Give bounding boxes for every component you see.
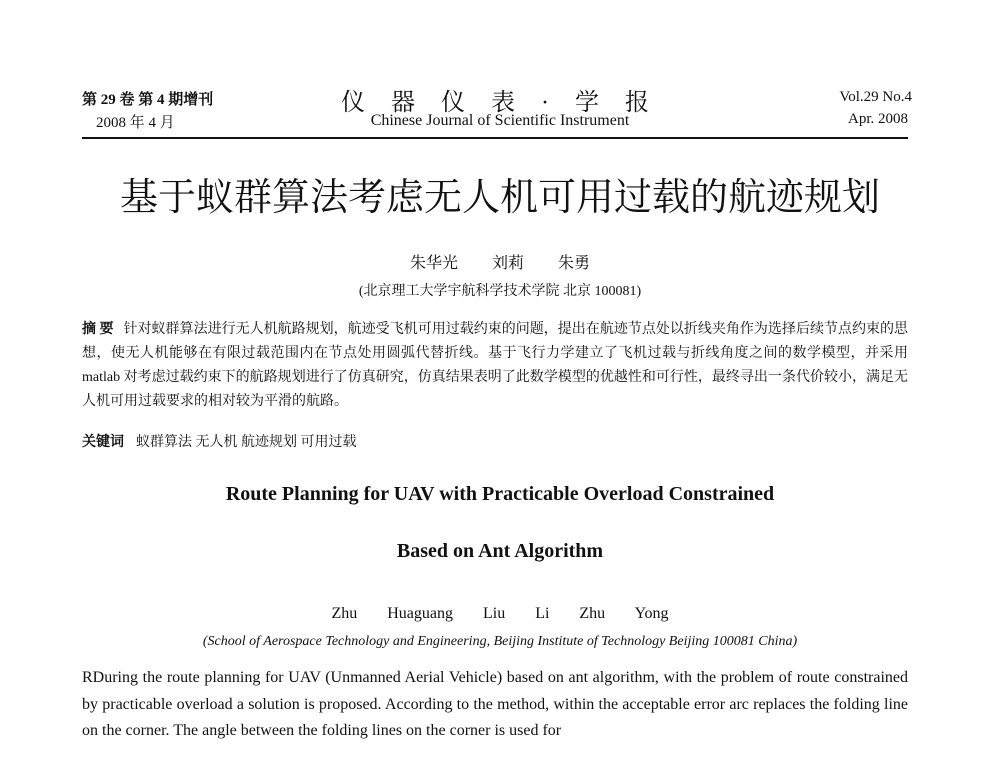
keywords-cn-label: 关键词 [82, 435, 124, 450]
header-date-cn: 2008 年 4 月 [96, 115, 175, 131]
header-volume-cn: 第 29 卷 第 4 期增刊 [82, 92, 214, 108]
header-rule [82, 137, 908, 139]
header-date-en: Apr. 2008 [848, 111, 908, 127]
paper-title-en-line2: Based on Ant Algorithm [396, 540, 604, 562]
paper-title-cn: 基于蚁群算法考虑无人机可用过载的航迹规划 [119, 175, 880, 219]
affiliation-en: (School of Aerospace Technology and Engineering, Beijing Institute of Technology Beijing 100081 China) [202, 634, 798, 649]
abstract-cn-text: 针对蚁群算法进行无人机航路规划，航迹受飞机可用过载约束的问题，提出在航迹节点处以折线夹角作为选择后续节点约束的思想，使无人机能够在有限过载范围内在节点处用圆弧代替折线。基于飞行力学建立了飞机过载与折线角度之间的数学模型，并采用 matlab 对考虑过载约束下的航路规划进行了仿真研究，仿真结果表明了此数学模型的优越性和可行性，最终寻出一条代价较小，满足无人机可用过载要求的相对较为平滑的航路。 [82, 322, 909, 409]
affiliation-cn: (北京理工大学宇航科学技术学院 北京 100081) [358, 284, 642, 299]
keywords-cn-text: 蚁群算法 无人机 航迹规划 可用过载 [136, 435, 357, 450]
abstract-en: RDuring the route planning for UAV (Unmanned Aerial Vehicle) based on ant algorithm, with the problem of route constrained by practicable overload a solution is proposed. According to the method, within the acceptable error arc replaces the folding line on the corner. The angle between the folding lines on the corner is used for [82, 669, 908, 739]
authors-en: Zhu Huaguang Liu Li Zhu Yong [331, 605, 669, 622]
journal-name-cn: 仪 器 仪 表 · 学 报 [341, 90, 659, 116]
abstract-cn [82, 318, 908, 414]
abstract-cn-label: 摘 要 [82, 322, 114, 337]
header-volume-en: Vol.29 No.4 [839, 89, 912, 105]
authors-cn: 朱华光 刘莉 朱勇 [409, 255, 590, 272]
paper-title-en-line1: Route Planning for UAV with Practicable Overload Constrained [225, 483, 775, 505]
journal-name-en: Chinese Journal of Scientific Instrument [370, 112, 630, 129]
keywords-cn [82, 431, 357, 451]
